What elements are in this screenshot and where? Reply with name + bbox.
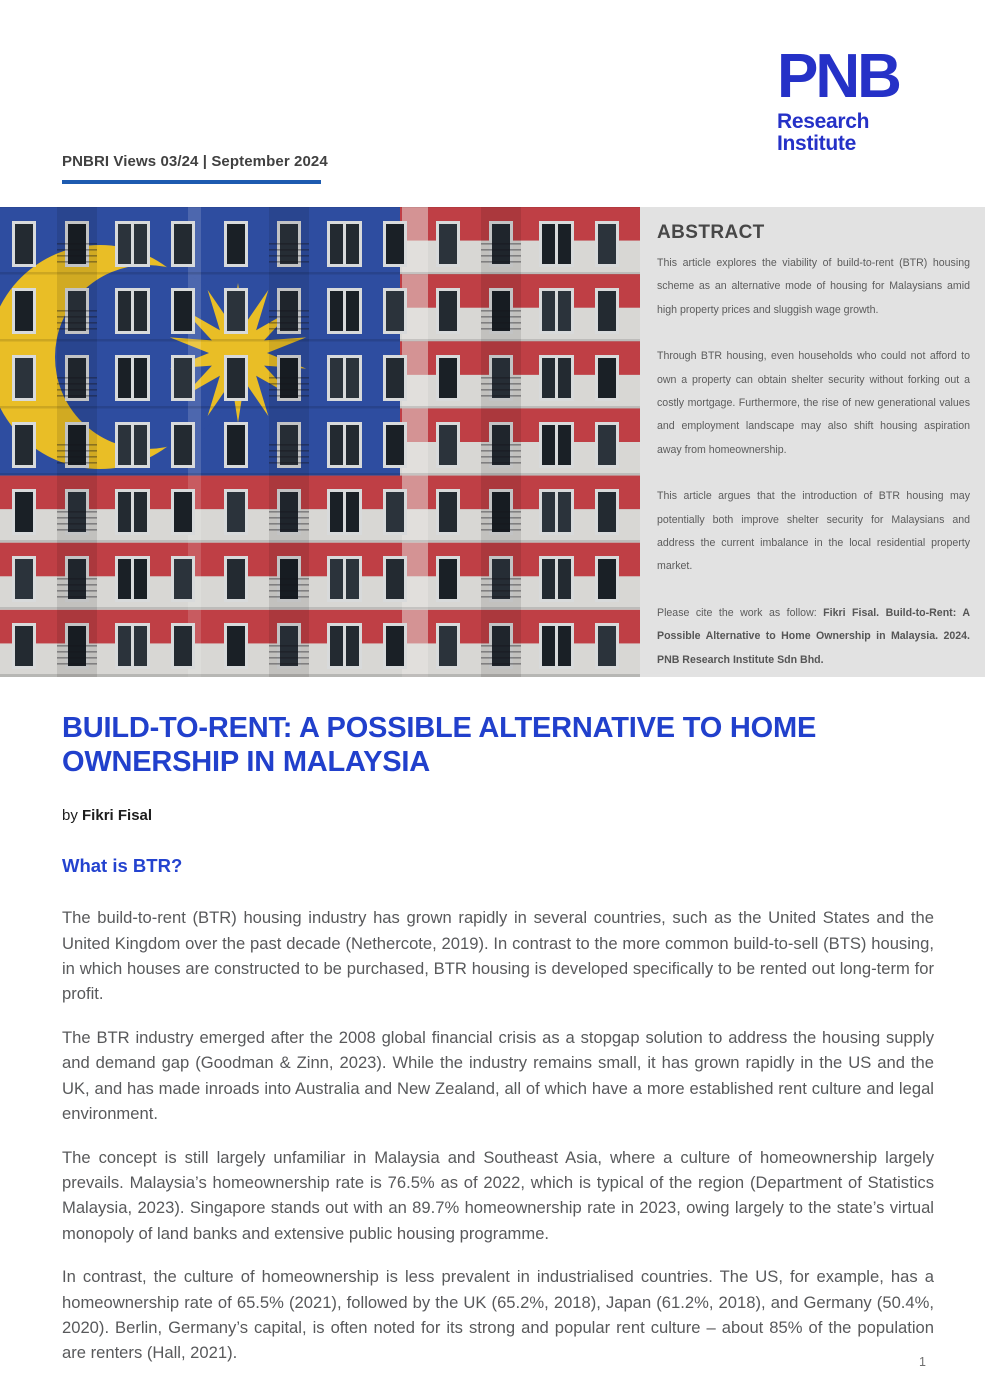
issue-label: PNBRI Views 03/24 | September 2024 <box>62 153 328 170</box>
abstract-paragraph: Through BTR housing, even households who could not afford to own a property can obtain shelter security without forking out a costly mortgage. Furthermore, the rise of new generational values and employment landscape may also shift housing aspiration away from homeownership. <box>657 350 970 456</box>
article-body <box>62 905 934 1366</box>
body-paragraph: The BTR industry emerged after the 2008 global financial crisis as a stopgap solution to address the housing supply and demand gap (Goodman & Zinn, 2023). While the industry remains small, it has grown rapidly in the US and the UK, and has made inroads into Australia and New Zealand, all of which have a more established rent culture and legal environment. <box>62 1027 934 1124</box>
abstract-paragraph: This article argues that the introduction of BTR housing may potentially both improve shelter security for Malaysians and address the current imbalance in the local residential property market. <box>657 490 970 573</box>
pnb-logo-acronym: PNB <box>777 42 899 111</box>
abstract-heading: ABSTRACT <box>657 222 765 243</box>
hero-photo-malaysia-flag-building <box>0 207 640 677</box>
body-paragraph: The concept is still largely unfamiliar in Malaysia and Southeast Asia, where a culture of homeownership largely prevails. Malaysia’s homeownership rate is 76.5% as of 2022, which is typical of the region (Department of Statistics Malaysia, 2023). Singapore stands out with an 89.7% homeownership rate in 2023, owing largely to the state’s virtual monopoly of land banks and extensive public housing programme. <box>62 1147 934 1243</box>
byline <box>62 807 934 824</box>
byline-prefix: by <box>62 807 83 825</box>
section-heading-what-is-btr: What is BTR? <box>62 855 183 877</box>
pnb-logo <box>777 42 899 156</box>
abstract-citation <box>657 602 970 672</box>
header-rule <box>62 180 321 184</box>
abstract-paragraph: This article explores the viability of build-to-rent (BTR) housing scheme as an alternative mode of housing for Malaysians amid high property prices and sluggish wage growth. <box>657 257 970 316</box>
page-number: 1 <box>919 1355 926 1369</box>
body-paragraph: In contrast, the culture of homeownership is less prevalent in industrialised countries. The US, for example, has a homeownership rate of 65.5% (2021), followed by the UK (65.2%, 2018), Japan (61.2%, 2018), and Germany (50.4%, 2020). Berlin, Germany’s capital, is often noted for its strong and popular rent culture – about 85% of the population are renters (Hall, 2021). <box>62 1267 934 1363</box>
pnb-logo-subtitle-line2: Institute <box>777 132 856 156</box>
pnb-logo-subtitle-line1: Research <box>777 110 870 134</box>
citation-prefix: Please cite the work as follow: <box>657 606 824 619</box>
hero-band <box>0 207 985 677</box>
body-paragraph: The build-to-rent (BTR) housing industry has grown rapidly in several countries, such as the United States and the United Kingdom over the past decade (Nethercote, 2019). In contrast to the more common build-to-sell (BTS) housing, in which houses are constructed to be purchased, BTR housing is developed specifically to be rented out long-term for profit. <box>62 908 934 1004</box>
pnb-logo-subtitle <box>777 111 899 155</box>
article <box>62 712 934 1366</box>
author-name: Fikri Fisal <box>82 807 153 825</box>
citation-reference: Fikri Fisal. Build-to-Rent: A Possible Alternative to Home Ownership in Malaysia. 2024. PNB Research Institute Sdn Bhd. <box>657 606 970 666</box>
abstract-box <box>640 207 985 677</box>
article-title: BUILD-TO-RENT: A POSSIBLE ALTERNATIVE TO HOME OWNERSHIP IN MALAYSIA <box>62 712 817 778</box>
